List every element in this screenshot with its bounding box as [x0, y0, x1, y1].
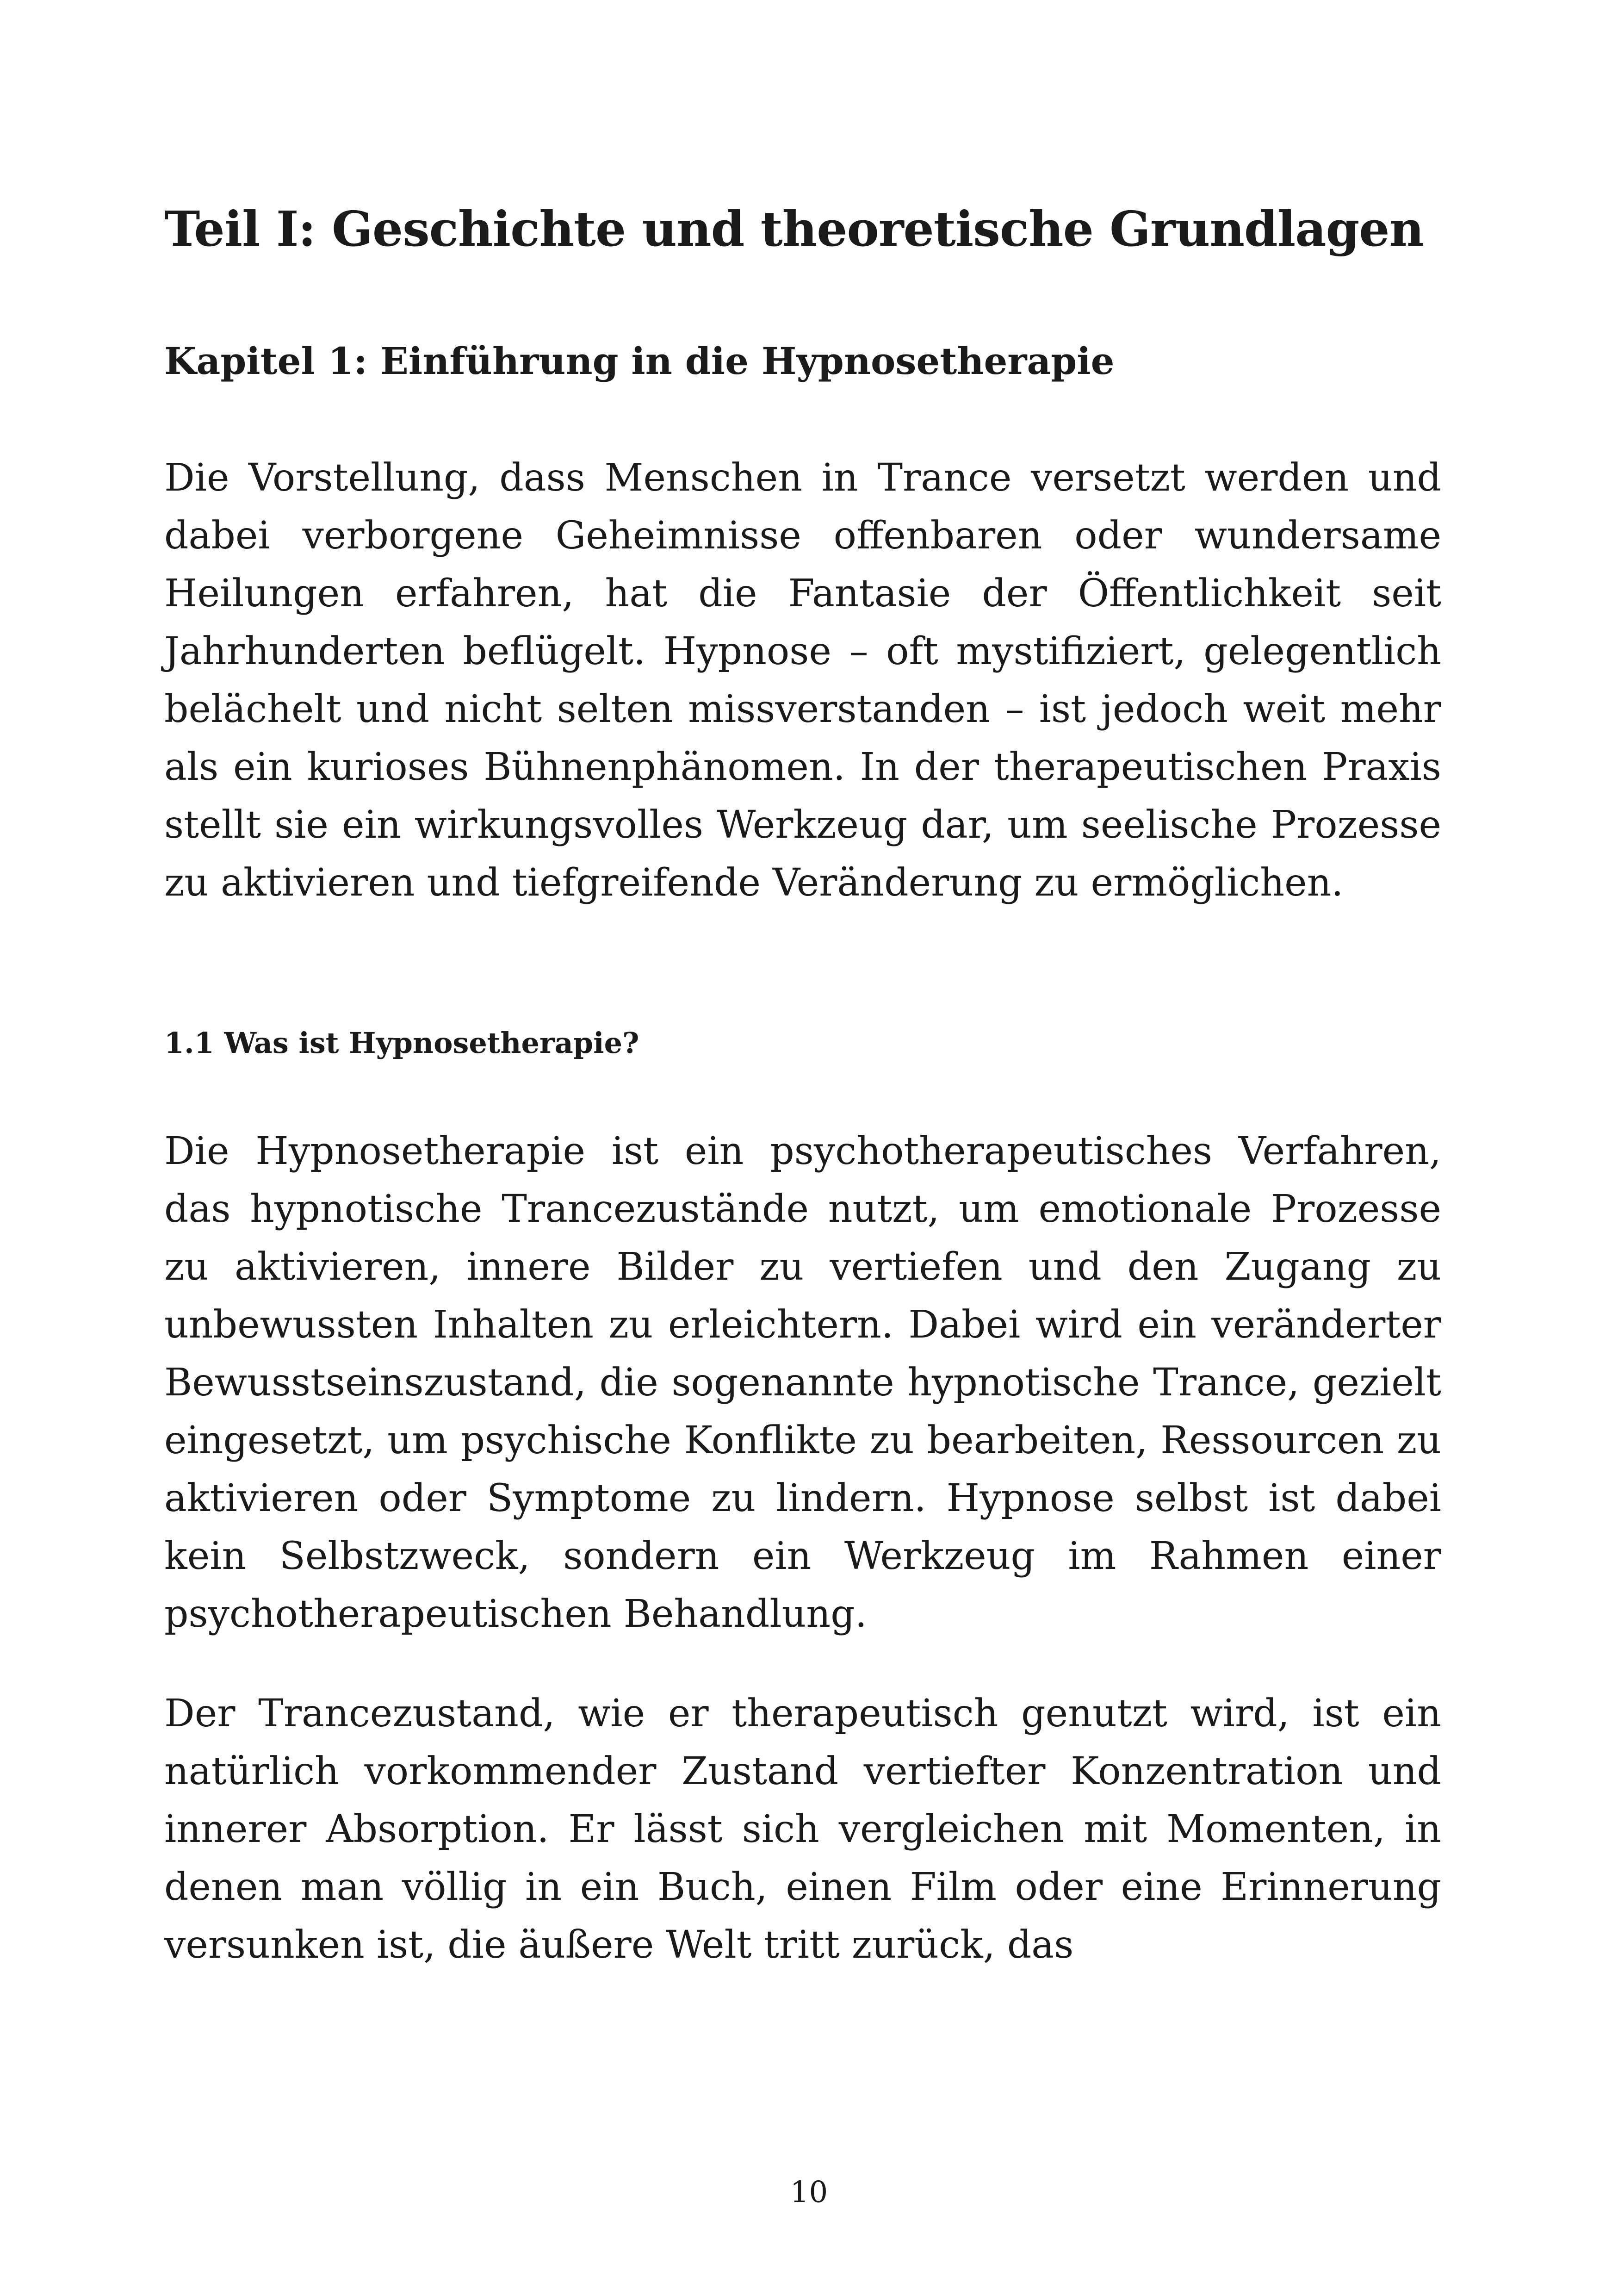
intro-paragraph: Die Vorstellung, dass Menschen in Trance versetzt werden und dabei verborgene Geheimnisse offenbaren oder wundersame Heilungen erfahren, hat die Fantasie der Öffentlichkeit seit Jahrhunderten beflügelt. Hypnose – oft mystifiziert, gelegentlich belächelt und nicht selten missverstanden – ist jedoch weit mehr als ein kurioses Bühnenphänomen. In der therapeutischen Praxis stellt sie ein wirkungsvolles Werkzeug dar, um seelische Prozesse zu aktivieren und tiefgreifende Veränderung zu ermöglichen.	[164, 456, 1441, 905]
section-title: 1.1 Was ist Hypnosetherapie?	[164, 1026, 639, 1060]
page-number: 10	[790, 2175, 828, 2209]
trance-paragraph: Der Trancezustand, wie er therapeutisch genutzt wird, ist ein natürlich vorkommender Zustand vertiefter Konzentration und innerer Absorption. Er lässt sich vergleichen mit Momenten, in denen man völlig in ein Buch, einen Film oder eine Erinnerung versunken ist, die äußere Welt tritt zurück, das	[164, 1692, 1441, 1967]
definition-paragraph: Die Hypnosetherapie ist ein psychotherapeutisches Verfahren, das hypnotische Trancezustände nutzt, um emotionale Prozesse zu aktivieren, innere Bilder zu vertiefen und den Zugang zu unbewussten Inhalten zu erleichtern. Dabei wird ein veränderter Bewusstseinszustand, die sogenannte hypnotische Trance, gezielt eingesetzt, um psychische Konflikte zu bearbeiten, Ressourcen zu aktivieren oder Symptome zu lindern. Hypnose selbst ist dabei kein Selbstzweck, sondern ein Werkzeug im Rahmen einer psychotherapeutischen Behandlung.	[164, 1129, 1441, 1636]
chapter-title: Kapitel 1: Einführung in die Hypnosetherapie	[164, 339, 1115, 383]
part-title: Teil I: Geschichte und theoretische Grundlagen	[164, 200, 1424, 257]
